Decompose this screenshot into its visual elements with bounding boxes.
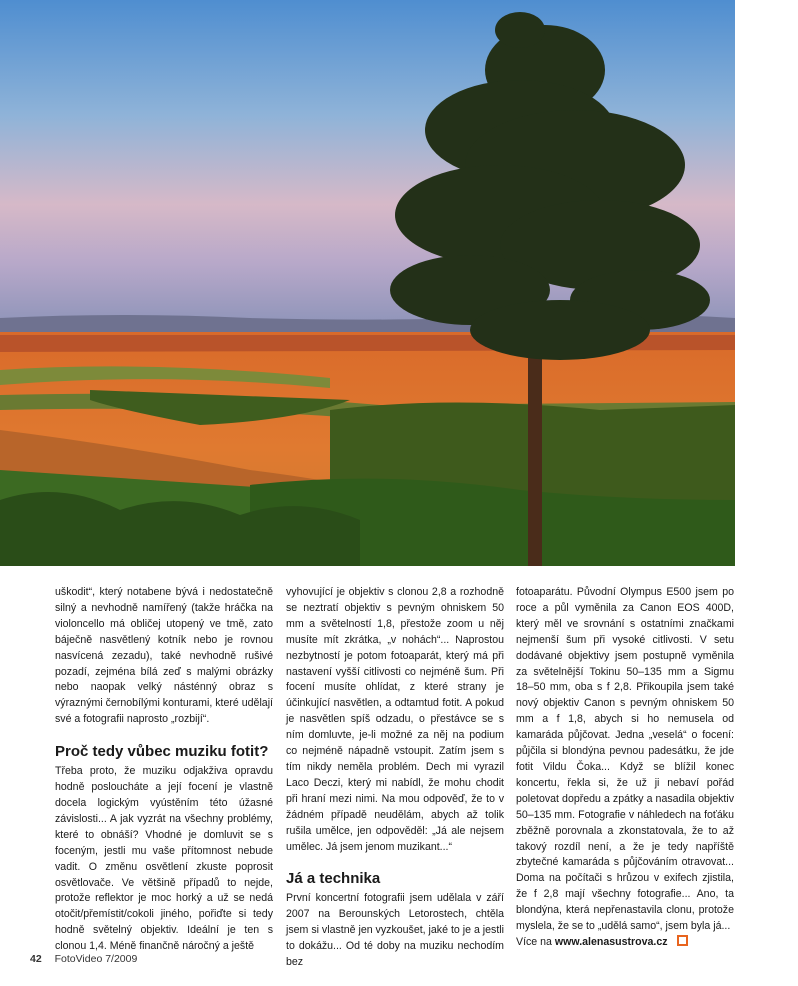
paragraph: vyhovující je objektiv s clonou 2,8 a rozhodně se neztratí objektiv s pevným ohniskem 50 mm a světelností 1,8, přestože zoom u něj musíte mít zkrátka, „v nohách“... Naprostou nezbytností je potom fotoaparát, který má při nastavení vyšší citlivosti co nejméně šum. Při focení musíte ohlídat, z které strany je účinkující nasvětlen, a odtamtud fotit. A pokud je nasvětlen spíš odzadu, o přestávce se s ním domluvte, je-li možné za něj na podium co nejméně nápadně vstoupit. Zatím jsem s tím nikdy neměla problém. Dech mi vyrazil Laco Deczi, který mi nabídl, že mohu chodit při hraní mezi nimi. Na mou odpověď, že to v žádném případě neudělám, abych až tolik rušila umělce, jen odpověděl: „Já ale nejsem umělec. Já jsem jenom muzikant...“ xyxy=(286,586,504,853)
text-column-3 xyxy=(516,585,734,951)
website-link[interactable]: www.alenasustrova.cz xyxy=(554,935,668,948)
magazine-issue: FotoVideo 7/2009 xyxy=(54,953,138,965)
paragraph: Třeba proto, že muziku odjakživa opravdu hodně posloucháte a její focení je vlastně docela logickým vyústěním této úžasné závislosti... A jak vyzrát na všechny problémy, které to obnáší? Vhodné je domluvit se s foceným, jestli mu vaše přítomnost nebude vadit. O změnu osvětlení zkuste poprosit osvětlovače. Ve většině případů to nejde, protože reflektor je moc horký a už se nedá otočit/přemístit/cokoli jiného, pořiďte si tedy hodně světelný objektiv. Ideální je ten s clonou 1,4. Méně finančně náročný a ještě xyxy=(55,765,273,953)
page-number: 42 xyxy=(30,953,42,965)
paragraph: uškodit“, který notabene bývá i nedostatečně silný a nevhodně namířený (takže hráčka na violoncello má obličej utopený ve tmě, zato báječně nasvětlený kotník nebo je rovnou nasvícená zezadu), také nevhodně rušivé pozadí, zejména bílá zeď s malými obrázky nebo naopak velký násténný obraz s výraznými černobílými konturami, které udělají své a fotografii naprosto „rozbijí“. xyxy=(55,586,273,726)
section-heading: Proč tedy vůbec muziku fotit? xyxy=(55,743,269,761)
section-heading: Já a technika xyxy=(286,870,381,888)
article-end-icon xyxy=(677,935,688,946)
paragraph: První koncertní fotografii jsem udělala v září 2007 na Berounských Letorostech, chtěla jsem si vlastně jen vyzkoušet, jaké to je a jestli to dokážu... Od té doby na muziku nechodím bez xyxy=(286,892,504,969)
website-line xyxy=(516,935,734,951)
more-label: Více na xyxy=(516,935,552,948)
text-column-2 xyxy=(286,585,504,971)
page-footer xyxy=(30,953,137,965)
text-column-1 xyxy=(55,585,273,955)
paragraph: fotoaparátu. Původní Olympus E500 jsem po roce a půl vyměnila za Canon EOS 400D, který měl ve srovnání s ostatními značkami nejmenší šum při vysoké citlivosti. V setu dodávané objektivy jsem postupně vyměnila za světelnější Tokinu 50–135 mm a Sigmu 18–50 mm, oba s f 2,8. Přikoupila jsem také nový objektiv Canon s pevným ohniskem 50 mm a f 1,8, abych si ho nemusela od kamaráda půjčovat. Jedna „veselá“ o focení: půjčila si blondýna pevnou padesátku, že jde fotit Vildu Čoka... Když se blížil konec koncertu, řekla si, že už ji nebaví pořád poletovat dopředu a zpátky a nasadila objektiv 50–135 mm. Fotografie v náhledech na foťáku zběžně porovnala a zkonstatovala, že to až takový rozdíl není, a že je tedy napříště zbytečné kamaráda s půjčováním otravovat... Doma na počítači s hrůzou v exifech zjistila, že f 2,8 mají všechny fotografie... Ano, ta blondýna, která nepřenastavila clonu, protože myslela, že se to „udělá samo“, jsem byla já... xyxy=(516,586,734,933)
